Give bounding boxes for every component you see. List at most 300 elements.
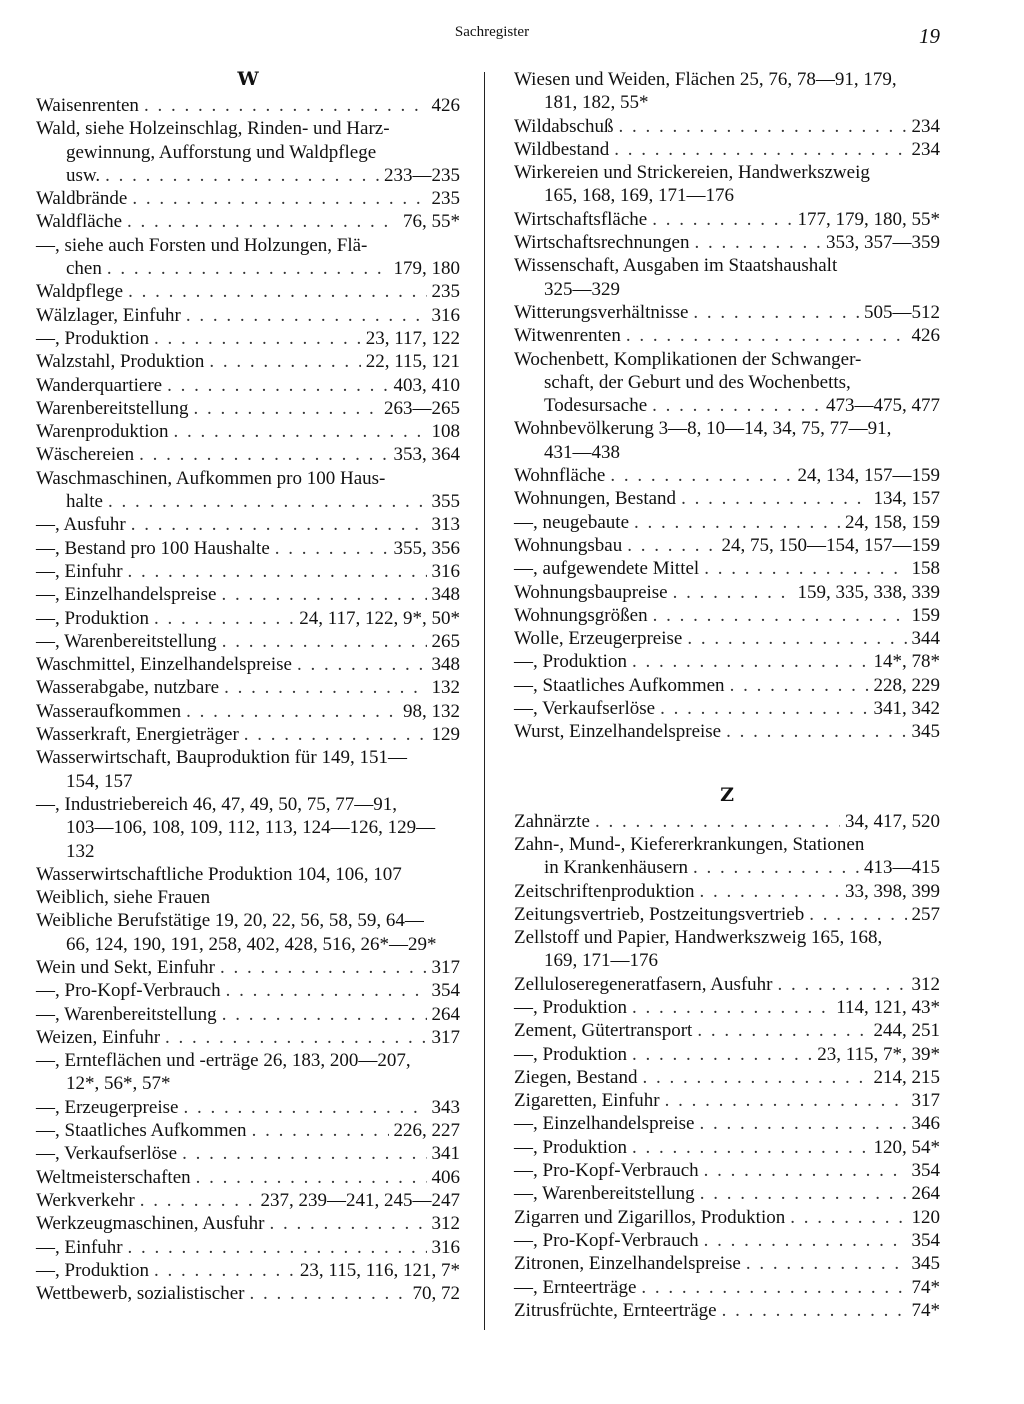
index-entry	[36, 374, 460, 397]
index-entry	[514, 115, 940, 138]
leader-dots	[595, 810, 840, 833]
index-entry	[36, 1096, 460, 1119]
index-entry	[36, 1166, 460, 1189]
entry-pages: 134, 157	[873, 488, 940, 510]
entry-term: Todesursache	[544, 395, 648, 417]
index-entry	[36, 746, 460, 769]
entry-term: Wirtschaftsfläche	[514, 208, 648, 230]
index-entry	[514, 973, 940, 996]
index-entry	[36, 537, 460, 560]
index-entry	[36, 1189, 460, 1212]
entry-pages: 74*	[911, 1276, 940, 1298]
leader-dots	[652, 394, 821, 417]
running-header: Sachregister	[454, 24, 530, 40]
index-entry	[514, 697, 940, 720]
leader-dots	[632, 1136, 869, 1159]
entry-pages: 23, 117, 122	[365, 327, 460, 349]
entry-pages: 76, 55*	[403, 211, 460, 233]
entry-pages: 244, 251	[873, 1020, 940, 1042]
entry-pages: 22, 115, 121	[365, 351, 460, 373]
index-entry	[36, 607, 460, 630]
index-entry	[514, 208, 940, 231]
leader-dots	[174, 420, 427, 443]
entry-term: in Krankenhäusern	[544, 857, 689, 879]
section-letter-w: W	[237, 68, 259, 90]
entry-term: —, Einfuhr	[36, 1236, 123, 1258]
entry-text: —, Ernteflächen und -erträge 26, 183, 200—207,	[36, 1050, 411, 1072]
entry-pages: 108	[431, 421, 460, 443]
entry-term: —, Produktion	[514, 1136, 627, 1158]
entry-text: 325—329	[544, 278, 620, 300]
entry-text: 132	[66, 840, 95, 862]
index-entry	[36, 1142, 460, 1165]
entry-pages: 114, 121, 43*	[836, 996, 940, 1018]
index-entry	[514, 371, 940, 394]
entry-term: Warenproduktion	[36, 421, 169, 443]
leader-dots	[105, 164, 379, 187]
leader-dots	[699, 880, 840, 903]
index-entry	[514, 301, 940, 324]
index-entry	[514, 627, 940, 650]
leader-dots	[196, 1166, 427, 1189]
leader-dots	[128, 280, 426, 303]
index-entry	[514, 903, 940, 926]
entry-term: Wettbewerb, sozialistischer	[36, 1283, 245, 1305]
index-entry	[36, 583, 460, 606]
index-entry	[36, 909, 460, 932]
index-entry	[514, 949, 940, 972]
index-entry	[36, 933, 460, 956]
entry-pages: 132	[431, 677, 460, 699]
index-entry	[514, 1019, 940, 1042]
index-entry	[514, 534, 940, 557]
entry-pages: 98, 132	[403, 700, 460, 722]
index-entry	[514, 394, 940, 417]
leader-dots	[128, 560, 427, 583]
leader-dots	[652, 208, 792, 231]
index-entry	[514, 184, 940, 207]
index-entry	[36, 1026, 460, 1049]
entry-text: Waschmaschinen, Aufkommen pro 100 Haus-	[36, 467, 386, 489]
entry-pages: 316	[431, 304, 460, 326]
index-entry	[36, 327, 460, 350]
entry-text: 169, 171—176	[544, 950, 658, 972]
leader-dots	[665, 1089, 907, 1112]
entry-pages: 346	[911, 1113, 940, 1135]
entry-pages: 264	[911, 1183, 940, 1205]
entry-term: Wasserkraft, Energieträger	[36, 724, 239, 746]
index-entry	[514, 1159, 940, 1182]
entry-pages: 14*, 78*	[873, 651, 940, 673]
leader-dots	[226, 979, 427, 1002]
entry-pages: 159	[911, 604, 940, 626]
index-entry	[514, 1276, 940, 1299]
entry-pages: 341, 342	[873, 698, 940, 720]
leader-dots	[186, 700, 398, 723]
entry-text: 154, 157	[66, 770, 133, 792]
index-entry	[36, 840, 460, 863]
leader-dots	[220, 956, 427, 979]
index-entry	[36, 210, 460, 233]
entry-term: —, neugebaute	[514, 511, 630, 533]
index-entry	[514, 720, 940, 743]
entry-term: —, Staatliches Aufkommen	[36, 1120, 247, 1142]
entry-term: —, Produktion	[36, 327, 149, 349]
leader-dots	[224, 676, 426, 699]
index-entry	[36, 490, 460, 513]
entry-pages: 316	[431, 1236, 460, 1258]
entry-term: —, Produktion	[514, 651, 627, 673]
index-entry	[36, 443, 460, 466]
index-entry	[36, 304, 460, 327]
entry-text: —, Industriebereich 46, 47, 49, 50, 75, 77—91,	[36, 793, 397, 815]
index-entry	[514, 1066, 940, 1089]
entry-text: Weiblich, siehe Frauen	[36, 887, 211, 909]
index-entry	[514, 91, 940, 114]
index-entry	[36, 420, 460, 443]
leader-dots	[653, 604, 907, 627]
entry-term: Zement, Gütertransport	[514, 1020, 693, 1042]
entry-term: Witwenrenten	[514, 325, 621, 347]
index-entry	[36, 257, 460, 280]
entry-term: —, Produktion	[514, 1043, 627, 1065]
entry-term: Zeitungsvertrieb, Postzeitungsvertrieb	[514, 903, 805, 925]
entry-pages: 158	[911, 558, 940, 580]
index-entry	[514, 581, 940, 604]
entry-term: Zahnärzte	[514, 810, 590, 832]
entry-pages: 341	[431, 1143, 460, 1165]
index-entry	[36, 397, 460, 420]
entry-pages: 355	[431, 491, 460, 513]
leader-dots	[222, 1003, 427, 1026]
index-entry	[514, 650, 940, 673]
index-entry	[514, 1043, 940, 1066]
entry-term: Wälzlager, Einfuhr	[36, 304, 181, 326]
entry-term: Wildabschuß	[514, 115, 614, 137]
index-entry	[514, 254, 940, 277]
leader-dots	[297, 653, 427, 676]
index-entry	[36, 1072, 460, 1095]
index-entry	[36, 94, 460, 117]
index-entries-z	[514, 810, 940, 1323]
leader-dots	[730, 674, 869, 697]
leader-dots	[275, 537, 389, 560]
entry-term: Witterungsverhältnisse	[514, 301, 689, 323]
leader-dots	[693, 301, 859, 324]
index-entry	[514, 810, 940, 833]
entry-pages: 354	[911, 1160, 940, 1182]
index-entry	[514, 161, 940, 184]
leader-dots	[140, 1189, 256, 1212]
entry-term: Zitronen, Einzelhandelspreise	[514, 1253, 741, 1275]
index-entry	[36, 700, 460, 723]
leader-dots	[778, 973, 907, 996]
index-entry	[36, 723, 460, 746]
index-entry	[36, 676, 460, 699]
entry-pages: 264	[431, 1003, 460, 1025]
entry-pages: 426	[431, 95, 460, 116]
entry-term: —, Produktion	[514, 996, 627, 1018]
page-number: 19	[919, 24, 940, 48]
index-entry	[36, 886, 460, 909]
entry-term: —, Pro-Kopf-Verbrauch	[514, 1160, 699, 1182]
leader-dots	[641, 1276, 906, 1299]
entry-pages: 23, 115, 116, 121, 7*	[299, 1259, 460, 1281]
index-entry	[36, 1282, 460, 1305]
leader-dots	[222, 630, 427, 653]
index-entry	[36, 863, 460, 886]
entry-pages: 426	[911, 325, 940, 347]
leader-dots	[108, 490, 427, 513]
entry-pages: 235	[431, 281, 460, 303]
entry-text: Weibliche Berufstätige 19, 20, 22, 56, 58, 59, 64—	[36, 910, 424, 932]
entry-pages: 234	[911, 115, 940, 137]
leader-dots	[249, 1282, 407, 1305]
entry-term: —, Bestand pro 100 Haushalte	[36, 537, 270, 559]
index-entry	[514, 1112, 940, 1135]
entry-pages: 505—512	[864, 301, 940, 323]
entry-pages: 353, 364	[393, 444, 460, 466]
entry-text: Wiesen und Weiden, Flächen 25, 76, 78—91, 179,	[514, 69, 897, 90]
entry-text: 181, 182, 55*	[544, 92, 649, 114]
entry-text: schaft, der Geburt und des Wochenbetts,	[544, 371, 851, 393]
index-entry	[36, 1236, 460, 1259]
entry-term: —, Einfuhr	[36, 560, 123, 582]
entry-term: Zigarren und Zigarillos, Produktion	[514, 1206, 786, 1228]
entry-term: halte	[66, 491, 103, 513]
entry-term: Warenbereitstellung	[36, 397, 189, 419]
index-entry	[36, 1212, 460, 1235]
index-entry	[36, 141, 460, 164]
leader-dots	[186, 304, 427, 327]
index-entry	[514, 441, 940, 464]
entry-term: Wohnungsgrößen	[514, 604, 648, 626]
entry-term: Werkzeugmaschinen, Ausfuhr	[36, 1213, 265, 1235]
index-entry	[36, 350, 460, 373]
index-entry	[514, 1089, 940, 1112]
entry-term: Wurst, Einzelhandelspreise	[514, 721, 722, 743]
leader-dots	[746, 1252, 907, 1275]
index-entry	[514, 138, 940, 161]
entry-pages: 317	[431, 1026, 460, 1048]
leader-dots	[131, 513, 427, 536]
index-entry	[36, 560, 460, 583]
entry-text: 165, 168, 169, 171—176	[544, 185, 734, 207]
entry-term: Wasserabgabe, nutzbare	[36, 677, 220, 699]
leader-dots	[790, 1206, 906, 1229]
entry-pages: 179, 180	[393, 258, 460, 280]
entry-term: Zitrusfrüchte, Ernteerträge	[514, 1299, 717, 1321]
entry-pages: 228, 229	[873, 674, 940, 696]
leader-dots	[704, 1159, 907, 1182]
index-column-right	[514, 64, 940, 1322]
leader-dots	[693, 856, 859, 879]
entry-term: Walzstahl, Produktion	[36, 351, 205, 373]
leader-dots	[673, 581, 793, 604]
leader-dots	[619, 115, 907, 138]
entry-term: —, Warenbereitstellung	[36, 1003, 217, 1025]
index-entry	[514, 1182, 940, 1205]
leader-dots	[252, 1119, 389, 1142]
leader-dots	[704, 557, 906, 580]
entry-term: Wirtschaftsrechnungen	[514, 232, 690, 254]
entry-text: Wald, siehe Holzeinschlag, Rinden- und Harz-	[36, 118, 390, 140]
leader-dots	[221, 583, 426, 606]
entry-pages: 24, 134, 157—159	[797, 465, 940, 487]
entry-term: Zeitschriftenproduktion	[514, 880, 695, 902]
entry-pages: 24, 75, 150—154, 157—159	[721, 534, 940, 556]
entry-term: —, Erzeugerpreise	[36, 1096, 179, 1118]
entry-term: Wohnungen, Bestand	[514, 488, 677, 510]
entry-term: —, Pro-Kopf-Verbrauch	[514, 1229, 699, 1251]
index-entry	[514, 1136, 940, 1159]
entry-pages: 354	[431, 980, 460, 1002]
index-entry	[514, 557, 940, 580]
entry-term: —, Staatliches Aufkommen	[514, 674, 725, 696]
entry-text: Wissenschaft, Ausgaben im Staatshaushalt	[514, 255, 838, 277]
entry-term: Wein und Sekt, Einfuhr	[36, 956, 215, 978]
leader-dots	[209, 350, 360, 373]
index-entry	[36, 653, 460, 676]
entry-pages: 34, 417, 520	[845, 810, 940, 832]
leader-dots	[614, 138, 906, 161]
entry-pages: 120	[911, 1206, 940, 1228]
leader-dots	[270, 1212, 427, 1235]
entry-term: Zelluloseregeneratfasern, Ausfuhr	[514, 973, 773, 995]
entry-pages: 355, 356	[393, 537, 460, 559]
leader-dots	[144, 94, 427, 117]
entry-pages: 345	[911, 721, 940, 743]
index-entry	[514, 348, 940, 371]
index-entry	[514, 417, 940, 440]
leader-dots	[165, 1026, 426, 1049]
index-entry	[514, 324, 940, 347]
entry-term: —, aufgewendete Mittel	[514, 558, 700, 580]
index-entry	[36, 187, 460, 210]
entry-pages: 345	[911, 1253, 940, 1275]
index-entry	[514, 604, 940, 627]
entry-pages: 348	[431, 654, 460, 676]
index-entry	[36, 164, 460, 187]
entry-pages: 353, 357—359	[826, 232, 940, 254]
leader-dots	[634, 511, 840, 534]
entry-pages: 317	[431, 956, 460, 978]
entry-term: —, Produktion	[36, 607, 149, 629]
leader-dots	[704, 1229, 907, 1252]
entry-pages: 235	[431, 188, 460, 210]
index-entry	[36, 793, 460, 816]
leader-dots	[694, 231, 821, 254]
index-entry	[36, 979, 460, 1002]
entry-pages: 226, 227	[393, 1120, 460, 1142]
entry-pages: 24, 158, 159	[845, 511, 940, 533]
entry-term: Wildbestand	[514, 138, 610, 160]
leader-dots	[722, 1299, 907, 1322]
entry-pages: 413—415	[864, 857, 940, 879]
entry-pages: 316	[431, 560, 460, 582]
leader-dots	[632, 650, 869, 673]
index-entry	[514, 996, 940, 1019]
index-entry	[514, 674, 940, 697]
leader-dots	[244, 723, 427, 746]
entry-pages: 74*	[911, 1299, 940, 1321]
index-entry	[36, 1049, 460, 1072]
leader-dots	[183, 1096, 426, 1119]
index-entry	[36, 770, 460, 793]
entry-pages: 33, 398, 399	[845, 880, 940, 902]
entry-text: gewinnung, Aufforstung und Waldpflege	[66, 141, 377, 163]
entry-term: Waschmittel, Einzelhandelspreise	[36, 654, 292, 676]
entry-term: —, Einzelhandelspreise	[514, 1113, 695, 1135]
index-entry	[514, 833, 940, 856]
entry-term: —, Einzelhandelspreise	[36, 584, 217, 606]
entry-pages: 348	[431, 584, 460, 606]
index-entry	[36, 1003, 460, 1026]
entry-text: Wirkereien und Strickereien, Handwerkszweig	[514, 162, 870, 184]
entry-term: —, Ernteerträge	[514, 1276, 637, 1298]
entry-term: Wasseraufkommen	[36, 700, 182, 722]
index-entry	[36, 956, 460, 979]
entry-term: —, Produktion	[36, 1259, 149, 1281]
index-entry	[36, 513, 460, 536]
entry-term: Weizen, Einfuhr	[36, 1026, 161, 1048]
entry-text: 66, 124, 190, 191, 258, 402, 428, 516, 26*—29*	[66, 933, 437, 955]
entry-term: Wohnungsbau	[514, 534, 623, 556]
index-entry	[514, 231, 940, 254]
index-entry	[514, 856, 940, 879]
column-divider	[484, 72, 485, 1330]
entry-text: Wohnbevölkerung 3—8, 10—14, 34, 75, 77—91,	[514, 418, 892, 440]
entry-term: —, Warenbereitstellung	[514, 1183, 695, 1205]
leader-dots	[154, 607, 294, 630]
entry-term: —, Verkaufserlöse	[514, 698, 656, 720]
leader-dots	[626, 324, 907, 347]
leader-dots	[182, 1142, 426, 1165]
entry-pages: 406	[431, 1166, 460, 1188]
index-entry	[36, 1259, 460, 1282]
leader-dots	[681, 487, 868, 510]
entry-pages: 257	[911, 903, 940, 925]
index-entry	[36, 234, 460, 257]
entry-term: Werkverkehr	[36, 1189, 135, 1211]
entry-pages: 214, 215	[873, 1066, 940, 1088]
index-entry	[514, 1252, 940, 1275]
leader-dots	[700, 1182, 907, 1205]
entry-term: Wanderquartiere	[36, 374, 163, 396]
entry-pages: 317	[911, 1090, 940, 1112]
entry-pages: 312	[911, 973, 940, 995]
index-entry	[514, 926, 940, 949]
entry-term: Wohnfläche	[514, 465, 606, 487]
entry-term: Wolle, Erzeugerpreise	[514, 628, 683, 650]
entry-term: usw.	[66, 164, 101, 186]
leader-dots	[132, 187, 426, 210]
entry-text: Wasserwirtschaft, Bauproduktion für 149, 151—	[36, 747, 408, 769]
entry-term: Waldpflege	[36, 281, 124, 303]
entry-text: Zellstoff und Papier, Handwerkszweig 165, 168,	[514, 927, 883, 949]
entry-pages: 263—265	[384, 397, 460, 419]
index-entry	[514, 1229, 940, 1252]
entry-pages: 120, 54*	[873, 1136, 940, 1158]
entry-pages: 23, 115, 7*, 39*	[817, 1043, 940, 1065]
index-entry	[36, 1119, 460, 1142]
leader-dots	[139, 443, 388, 466]
entry-pages: 265	[431, 630, 460, 652]
leader-dots	[687, 627, 906, 650]
index-entry	[514, 464, 940, 487]
leader-dots	[194, 397, 379, 420]
index-entries-w-part1	[36, 94, 460, 1305]
